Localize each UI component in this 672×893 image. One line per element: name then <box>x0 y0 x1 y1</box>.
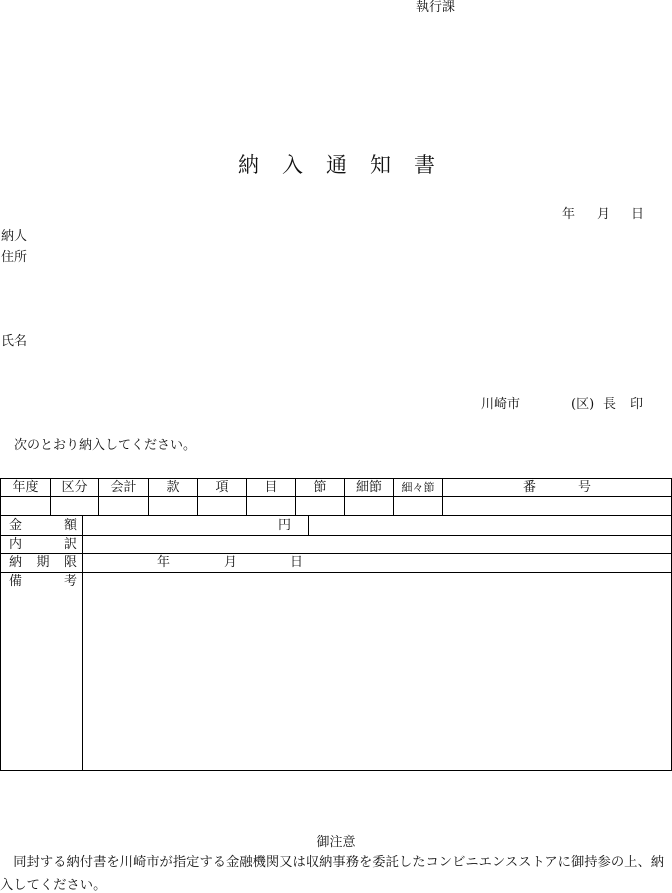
issuer-seal: 印 <box>630 397 644 412</box>
entry-cell-setsu <box>296 497 345 516</box>
entry-cell-kan <box>149 497 198 516</box>
due-date-label: 納期限 <box>1 554 83 573</box>
breakdown-label: 内訳 <box>1 536 83 554</box>
header-kou: 項 <box>198 479 247 497</box>
notice-heading: 御注意 <box>316 835 356 850</box>
payer-address-label: 住所 <box>1 250 28 265</box>
department-label: 執行課 <box>416 0 456 15</box>
amount-extra-cell <box>309 516 672 536</box>
amount-value-cell <box>83 516 309 536</box>
due-date-day-label: 日 <box>290 555 304 570</box>
header-setsu: 節 <box>296 479 345 497</box>
issue-date-year-label: 年 <box>562 207 576 222</box>
remarks-label: 備考 <box>1 573 83 771</box>
header-saisaisetsu: 細々節 <box>394 479 443 497</box>
issuer-title: 長 <box>603 397 617 412</box>
header-saisetsu: 細節 <box>345 479 394 497</box>
entry-cell-moku <box>247 497 296 516</box>
payment-details-table <box>0 478 672 771</box>
entry-cell-number <box>443 497 672 516</box>
issue-date-month-label: 月 <box>597 207 611 222</box>
issue-date-day-label: 日 <box>631 207 645 222</box>
payer-name-label: 氏名 <box>1 334 28 349</box>
entry-cell-category <box>51 497 99 516</box>
header-account: 会計 <box>99 479 149 497</box>
entry-cell-saisaisetsu <box>394 497 443 516</box>
entry-cell-fiscal-year <box>1 497 51 516</box>
issuer-city: 川崎市 <box>481 397 521 412</box>
header-moku: 目 <box>247 479 296 497</box>
due-date-value-cell <box>83 554 672 573</box>
header-fiscal-year: 年度 <box>1 479 51 497</box>
due-date-year-label: 年 <box>157 555 171 570</box>
due-date-month-label: 月 <box>224 555 238 570</box>
remarks-value-cell <box>83 573 672 771</box>
header-category: 区分 <box>51 479 99 497</box>
header-number: 番号 <box>443 479 672 497</box>
amount-unit: 円 <box>277 518 291 533</box>
entry-cell-kou <box>198 497 247 516</box>
document-title: 納入通知書 <box>238 153 458 177</box>
payer-heading: 納人 <box>1 229 28 244</box>
amount-label: 金額 <box>1 516 83 536</box>
notice-text: 同封する納付書を川崎市が指定する金融機関又は収納事務を委託したコンビニエンスストアに御持参の上、納入してください。 <box>0 855 665 893</box>
issuer-ward: (区) <box>571 397 595 412</box>
instruction-text: 次のとおり納入してください。 <box>14 438 197 453</box>
entry-cell-account <box>99 497 149 516</box>
header-kan: 款 <box>149 479 198 497</box>
breakdown-value-cell <box>83 536 672 554</box>
entry-cell-saisetsu <box>345 497 394 516</box>
